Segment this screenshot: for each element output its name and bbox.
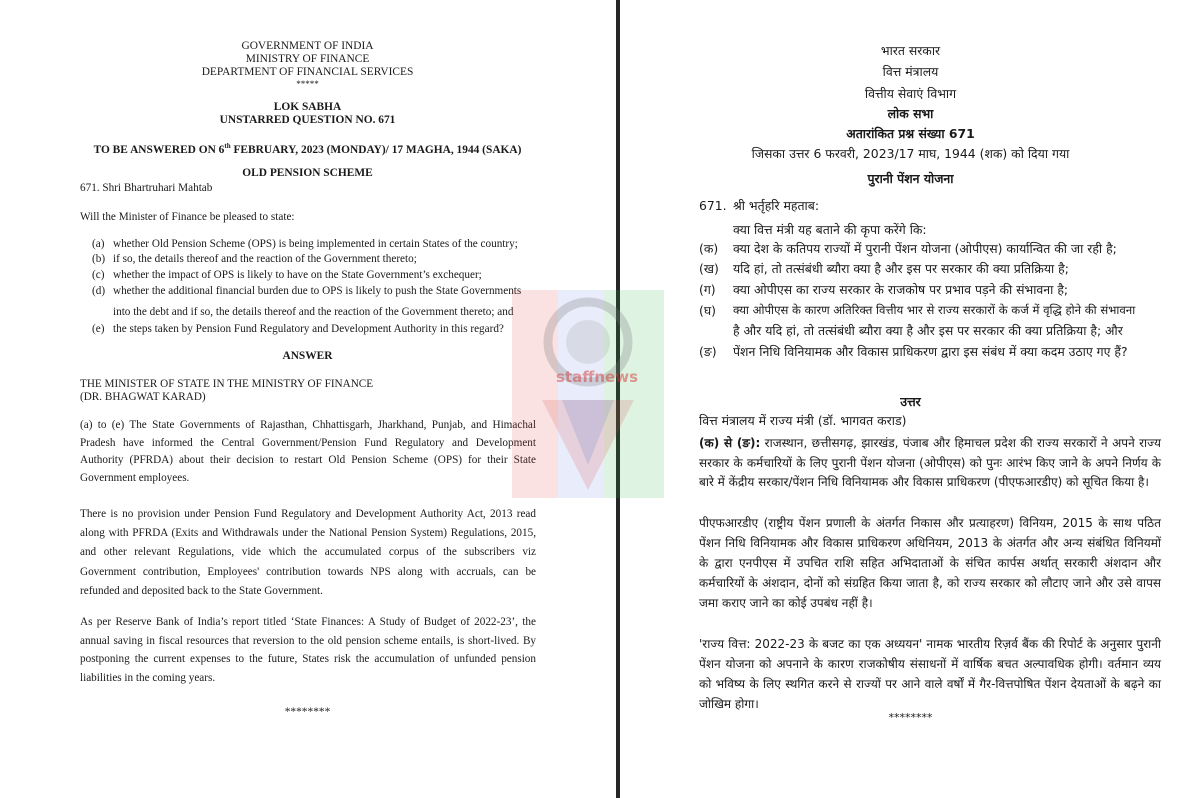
member-name: श्री भर्तृहरि महताब: [733,198,819,213]
item-text: पेंशन निधि विनियामक और विकास प्राधिकरण द्वारा इस संबंध में क्या कदम उठाए गए हैं? [733,344,1128,359]
watermark-text: staffnews [556,368,639,386]
item-label: (c) [92,269,105,281]
header-line-2: वित्त मंत्रालय [882,64,939,79]
item-label: (ग) [699,282,716,297]
answer-heading: ANSWER [282,350,333,362]
item-label: (b) [92,253,106,265]
hindi-page [621,0,1200,798]
item-text: क्या ओपीएस का राज्य सरकार के राजकोष पर प्रभाव पड़ने की संभावना है; [733,282,1069,297]
member-number: 671. [699,198,727,213]
answer-paragraph-2: पीएफआरडीए (राष्ट्रीय पेंशन प्रणाली के अंतर्गत निकास और प्रत्याहरण) विनियम, 2015 के साथ पठित पेंशन निधि विनियामक और विकास प्राधिकरण अधिनियम, 2013 के अंतर्गत और अन्य संबंधित विनियमों के द्वारा एनपीएस में उपचित राशि सहित अभिदाताओं के संचित कार्पस अर्थात् सरकारी अंशदान और कर्मचारियों के अंशदान, दोनों को संग्रहित किया जाता है, को राज्य सरकार को लौटाए जाने और उसे वापस जमा कराए जाने का कोई उपबंध नहीं है। [699,516,1161,610]
subject-title: OLD PENSION SCHEME [242,167,373,179]
header-line-3: DEPARTMENT OF FINANCIAL SERVICES [201,66,414,78]
item-text-continued: है और यदि हां, तो तत्संबंधी ब्यौरा क्या है और इस पर सरकार की क्या प्रतिक्रिया है; और [733,323,1123,338]
item-text: if so, the details thereof and the reaction of the Government thereto; [113,253,417,265]
question-number: अतारांकित प्रश्न संख्या 671 [846,126,975,141]
page-divider [616,0,620,798]
minister-line-2: (DR. BHAGWAT KARAD) [80,391,206,403]
item-label: (a) [92,238,105,250]
subject-title: पुरानी पेंशन योजना [867,171,954,186]
item-text: क्या देश के कतिपय राज्यों में पुरानी पेंशन योजना (ओपीएस) कार्यान्वित की जा रही है; [733,241,1117,256]
question-number: UNSTARRED QUESTION NO. 671 [219,114,396,126]
answer-label: (क) से (ङ): [699,436,761,450]
header-line-3: वित्तीय सेवाएं विभाग [864,86,957,101]
item-label: (घ) [699,303,716,318]
answer-paragraph-3: As per Reserve Bank of India’s report titled ‘State Finances: A Study of Budget of 2022-23’, the annual saving in fiscal resources that reversion to the old pension scheme entails, is short-lived. By postponing the current expenses to the future, States risk the accumulation of unfunded pension liabilities in the coming years. [80,616,536,684]
end-mark: ******** [888,711,933,724]
header-line-1: भारत सरकार [880,43,941,58]
item-text: whether Old Pension Scheme (OPS) is being implemented in certain States of the country; [113,238,518,250]
answer-paragraph-1: (क) से (ङ): राजस्थान, छत्तीसगढ़, झारखंड, पंजाब और हिमाचल प्रदेश की राज्य सरकारों ने अपने राज्य सरकार के कर्मचारियों के लिए पुरानी पेंशन योजना (ओपीएस) को पुनः आरंभ किए जाने के अपने निर्णय के बारे में केंद्रीय सरकार/पेंशन निधि विनियामक और विकास प्राधिकरण (पीएफआरडीए) को सूचित किया है। [699,436,1161,489]
item-label: (ख) [699,261,719,276]
item-text: whether the additional financial burden due to OPS is likely to push the State Governments [113,285,522,297]
item-label: (क) [699,241,719,256]
header-line-1: GOVERNMENT OF INDIA [241,40,374,52]
house-name: LOK SABHA [273,101,342,113]
answer-date: TO BE ANSWERED ON 6th FEBRUARY, 2023 (MONDAY)/ 17 MAGHA, 1944 (SAKA) [93,142,522,156]
item-text: क्या ओपीएस के कारण अतिरिक्त वित्तीय भार से राज्य सरकारों के कर्ज में वृद्धि होने की संभावना [733,303,1136,317]
member-name: 671. Shri Bhartruhari Mahtab [80,182,213,194]
item-label: (e) [92,323,105,335]
minister-line: वित्त मंत्रालय में राज्य मंत्री (डॉ. भागवत कराड) [699,413,907,428]
item-text: whether the impact of OPS is likely to have on the State Government’s exchequer; [113,269,482,281]
house-name: लोक सभा [887,106,934,121]
answer-date: जिसका उत्तर 6 फरवरी, 2023/17 माघ, 1944 (शक) को दिया गया [751,146,1070,161]
item-text: यदि हां, तो तत्संबंधी ब्यौरा क्या है और इस पर सरकार की क्या प्रतिक्रिया है; [733,261,1069,276]
answer-paragraph-2: There is no provision under Pension Fund Regulatory and Development Authority Act, 2013 read along with PFRDA (Exits and Withdrawals under the National Pension System) Regulations, 2015, and other relevant Regulations, vide which the accumulated corpus of the subscribers viz Government contribution, Employees' contribution towards NPS along with accruals, can be refunded and deposited back to the State Government. [80,508,536,597]
answer-heading: उत्तर [900,394,921,409]
end-mark: ******** [284,706,331,718]
question-intro: क्या वित्त मंत्री यह बताने की कृपा करेंगे कि: [733,222,927,237]
item-label: (ङ) [699,344,717,359]
answer-paragraph-3: 'राज्य वित्त: 2022-23 के बजट का एक अध्ययन' नामक भारतीय रिज़र्व बैंक की रिपोर्ट के अनुसार पुरानी पेंशन योजना को अपनाने के कारण राजकोषीय संसाधनों में वार्षिक बचत अल्पावधिक होगी। वर्तमान व्यय को भविष्य के लिए स्थगित करने से राज्यों पर आने वाले वर्षों में गैर-वित्तपोषित पेंशन देयताओं के बढ़ने का जोखिम होगा। [699,637,1161,711]
question-intro: Will the Minister of Finance be pleased to state: [80,211,295,223]
answer-paragraph-1: (a) to (e) The State Governments of Rajasthan, Chhattisgarh, Jharkhand, Punjab, and Himachal Pradesh have informed the Central Government/Pension Fund Regulatory and Development Authority (PFRDA) about their decision to restart Old Pension Scheme (OPS) for their State Government employees. [80,419,536,484]
item-text: the steps taken by Pension Fund Regulatory and Development Authority in this regard? [113,323,504,335]
header-line-2: MINISTRY OF FINANCE [245,53,370,65]
minister-line-1: THE MINISTER OF STATE IN THE MINISTRY OF FINANCE [80,378,374,390]
header-stars: ***** [296,79,319,89]
item-label: (d) [92,285,106,297]
item-text-continued: into the debt and if so, the details thereof and the reaction of the Government thereto; and [113,306,514,318]
